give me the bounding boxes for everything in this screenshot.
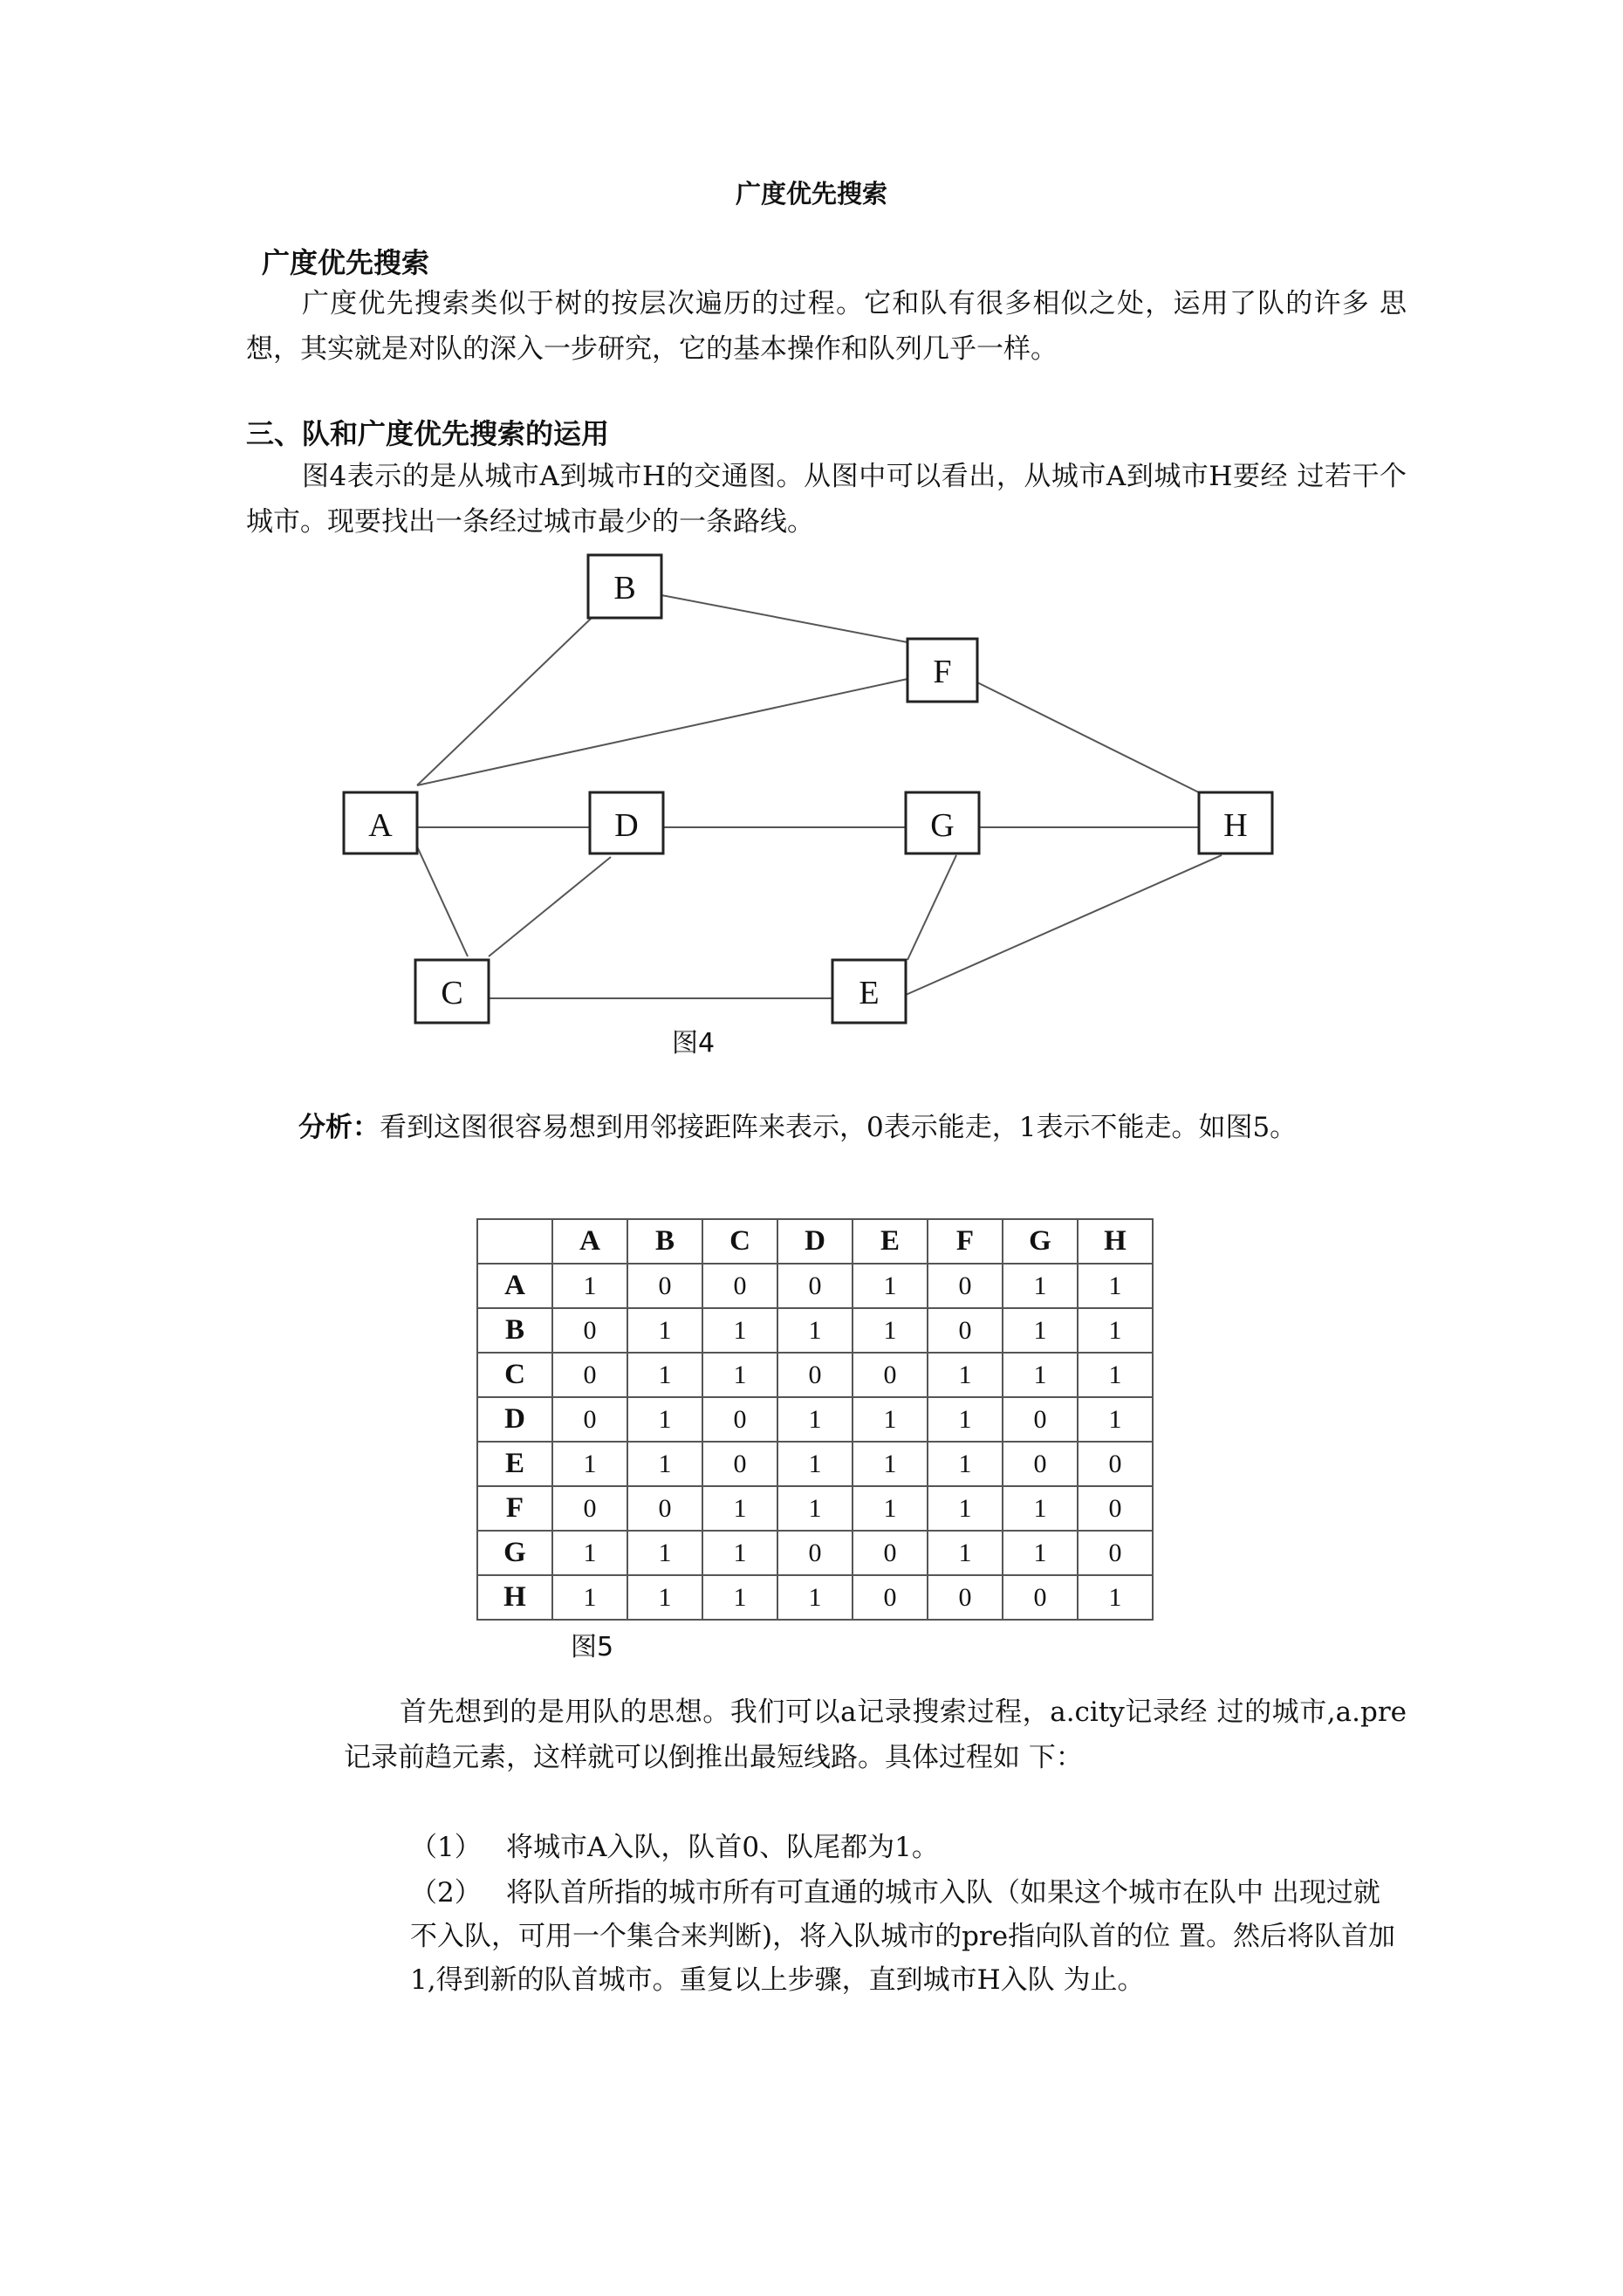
row-header: C [477, 1353, 552, 1397]
node-b-label: B [613, 570, 636, 607]
edge-a-b [417, 618, 592, 785]
table-cell: 1 [552, 1442, 627, 1486]
table-cell: 1 [928, 1353, 1003, 1397]
bfs-intro-paragraph: 广度优先搜索类似于树的按层次遍历的过程。它和队有很多相似之处，运用了队的许多 思想，其实就是对队的深入一步研究，它的基本操作和队列几乎一样。 [246, 288, 1407, 365]
table-cell: 1 [928, 1486, 1003, 1531]
table-cell: 1 [702, 1531, 777, 1575]
step-2-text: 将队首所指的城市所有可直通的城市入队（如果这个城市在队中 出现过就不入队，可用一个集合来判断)，将入队城市的pre指向队首的位 置。然后将队首加1,得到新的队首城市。重复以上步骤，直到城市H入队 为止。 [410, 1877, 1395, 1996]
column-header: A [552, 1219, 627, 1264]
matrix-header-row [477, 1219, 1153, 1264]
table-cell: 1 [627, 1442, 702, 1486]
table-cell: 0 [928, 1575, 1003, 1620]
table-cell: 1 [777, 1308, 853, 1353]
table-cell: 0 [702, 1397, 777, 1442]
table-row [477, 1486, 1153, 1531]
table-cell: 1 [627, 1531, 702, 1575]
figure4-caption: 图4 [672, 1028, 716, 1059]
table-cell: 1 [1003, 1264, 1078, 1308]
table-cell: 0 [552, 1397, 627, 1442]
table-cell: 0 [777, 1531, 853, 1575]
column-header: H [1078, 1219, 1153, 1264]
table-cell: 0 [1003, 1442, 1078, 1486]
edge-a-c [417, 846, 468, 956]
table-cell: 0 [627, 1264, 702, 1308]
row-header: D [477, 1397, 552, 1442]
table-cell: 1 [627, 1575, 702, 1620]
edge-f-h [977, 682, 1220, 803]
table-cell: 1 [702, 1353, 777, 1397]
table-cell: 0 [853, 1531, 928, 1575]
analysis-text: 看到这图很容易想到用邻接距阵来表示，0表示能走，1表示不能走。如图5。 [380, 1112, 1298, 1143]
table-cell: 1 [1078, 1353, 1153, 1397]
step-1-number: （1） [410, 1832, 482, 1863]
table-cell: 1 [627, 1308, 702, 1353]
table-cell: 0 [702, 1264, 777, 1308]
table-cell: 1 [928, 1442, 1003, 1486]
table-row [477, 1397, 1153, 1442]
step-1-text: 将城市A入队，队首0、队尾都为1。 [506, 1832, 939, 1863]
table-row [477, 1531, 1153, 1575]
edge-a-f [417, 679, 907, 785]
edge-d-c [489, 857, 611, 956]
table-cell: 0 [702, 1442, 777, 1486]
table-cell: 0 [928, 1264, 1003, 1308]
section-heading-application: 三、队和广度优先搜索的运用 [246, 417, 610, 450]
table-cell: 0 [853, 1353, 928, 1397]
page-title: 广度优先搜索 [735, 179, 887, 209]
node-h-label: H [1223, 807, 1248, 844]
edge-e-h [906, 855, 1222, 995]
table-cell: 1 [552, 1531, 627, 1575]
table-cell: 0 [627, 1486, 702, 1531]
table-cell: 1 [627, 1353, 702, 1397]
step-2 [410, 1871, 1405, 2002]
city-graph-figure [0, 0, 1623, 1082]
table-cell: 0 [1003, 1575, 1078, 1620]
table-row [477, 1308, 1153, 1353]
node-e-label: E [859, 975, 880, 1011]
adjacency-matrix-table [476, 1218, 1154, 1621]
table-cell: 1 [702, 1575, 777, 1620]
table-cell: 1 [928, 1531, 1003, 1575]
row-header: A [477, 1264, 552, 1308]
table-cell: 1 [777, 1397, 853, 1442]
table-cell: 1 [702, 1308, 777, 1353]
column-header: D [777, 1219, 853, 1264]
table-cell: 1 [928, 1397, 1003, 1442]
edge-b-f [661, 595, 907, 642]
column-header: C [702, 1219, 777, 1264]
table-cell: 1 [1078, 1264, 1153, 1308]
row-header: G [477, 1531, 552, 1575]
table-cell: 1 [853, 1264, 928, 1308]
table-row [477, 1575, 1153, 1620]
row-header: F [477, 1486, 552, 1531]
table-cell: 1 [1003, 1531, 1078, 1575]
table-cell: 0 [777, 1264, 853, 1308]
edge-g-e [907, 855, 956, 960]
table-cell: 0 [1078, 1442, 1153, 1486]
table-cell: 1 [777, 1575, 853, 1620]
node-d-label: D [614, 807, 639, 844]
column-header: G [1003, 1219, 1078, 1264]
table-cell: 0 [853, 1575, 928, 1620]
table-cell: 0 [1078, 1486, 1153, 1531]
table-cell: 1 [1078, 1397, 1153, 1442]
node-g-label: G [930, 807, 955, 844]
table-cell: 0 [777, 1353, 853, 1397]
node-f-label: F [933, 654, 952, 690]
node-c-label: C [441, 975, 463, 1011]
table-cell: 1 [1003, 1308, 1078, 1353]
table-cell: 0 [552, 1486, 627, 1531]
table-row [477, 1442, 1153, 1486]
matrix-corner-cell [477, 1219, 552, 1264]
column-header: E [853, 1219, 928, 1264]
table-cell: 1 [853, 1486, 928, 1531]
row-header: E [477, 1442, 552, 1486]
table-cell: 1 [853, 1397, 928, 1442]
table-cell: 1 [853, 1442, 928, 1486]
table-cell: 1 [853, 1308, 928, 1353]
figure5-caption: 图5 [571, 1632, 614, 1662]
step-1 [410, 1826, 1405, 1869]
table-cell: 1 [1003, 1486, 1078, 1531]
table-cell: 0 [1003, 1397, 1078, 1442]
table-cell: 0 [928, 1308, 1003, 1353]
table-cell: 1 [702, 1486, 777, 1531]
step-2-number: （2） [410, 1877, 482, 1909]
analysis-label: 分析： [298, 1112, 380, 1143]
table-cell: 1 [1078, 1308, 1153, 1353]
table-row [477, 1264, 1153, 1308]
column-header: B [627, 1219, 702, 1264]
table-cell: 1 [777, 1486, 853, 1531]
table-cell: 1 [1003, 1353, 1078, 1397]
node-a-label: A [368, 807, 393, 844]
process-paragraph: 首先想到的是用队的思想。我们可以a记录搜索过程，a.city记录经 过的城市,a.pre记录前趋元素，这样就可以倒推出最短线路。具体过程如 下： [344, 1696, 1407, 1773]
table-cell: 1 [552, 1264, 627, 1308]
application-paragraph: 图4表示的是从城市A到城市H的交通图。从图中可以看出，从城市A到城市H要经 过若干个城市。现要找出一条经过城市最少的一条路线。 [246, 461, 1407, 538]
table-row [477, 1353, 1153, 1397]
table-cell: 0 [552, 1353, 627, 1397]
table-cell: 1 [1078, 1575, 1153, 1620]
section-heading-bfs: 广度优先搜索 [262, 246, 430, 279]
row-header: H [477, 1575, 552, 1620]
row-header: B [477, 1308, 552, 1353]
table-cell: 0 [552, 1308, 627, 1353]
column-header: F [928, 1219, 1003, 1264]
table-cell: 1 [627, 1397, 702, 1442]
analysis-paragraph [298, 1105, 1415, 1150]
table-cell: 0 [1078, 1531, 1153, 1575]
table-cell: 1 [777, 1442, 853, 1486]
table-cell: 1 [552, 1575, 627, 1620]
